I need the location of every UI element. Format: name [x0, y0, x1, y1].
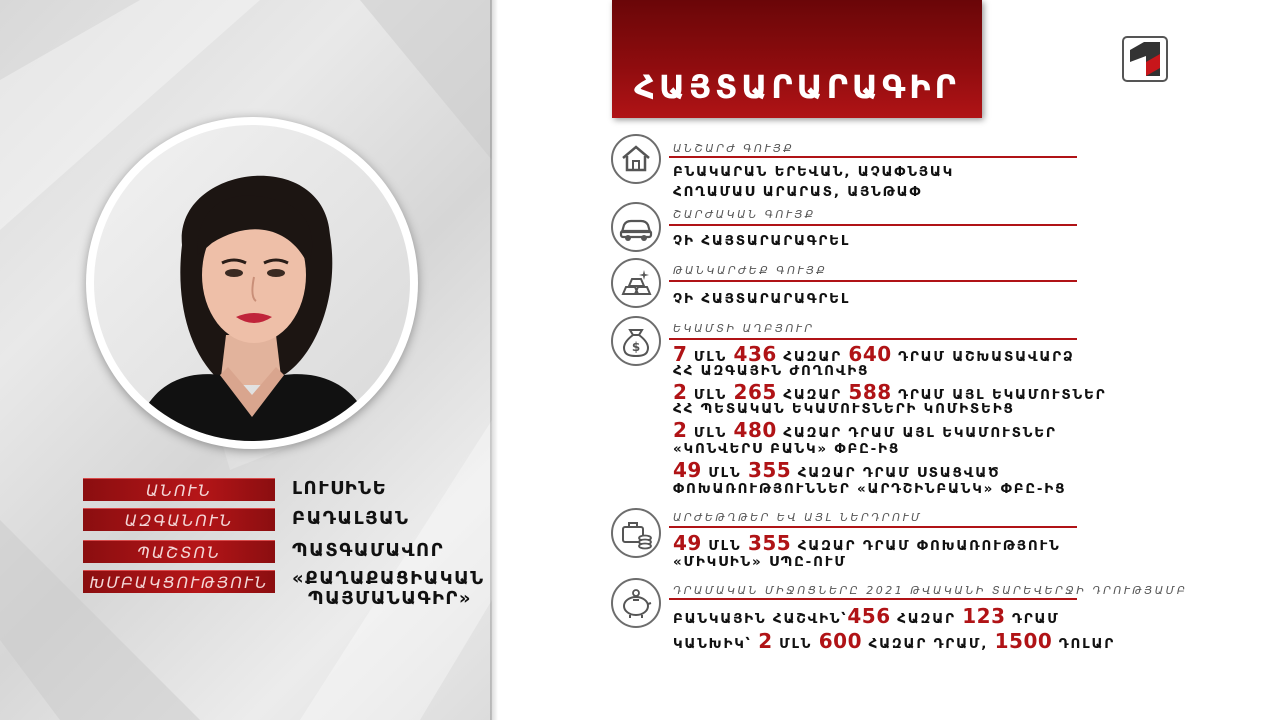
page-title: ՀԱՅՏԱՐԱՐԱԳԻՐ — [634, 68, 960, 106]
declaration-header — [612, 0, 982, 118]
value-last-name: ԲԱԴԱԼՅԱՆ — [292, 508, 410, 529]
section-label-real-estate: ԱՆՇԱՐԺ ԳՈՒՅՔ — [673, 142, 795, 155]
section-divider — [669, 156, 1077, 158]
securities-line1: 49 ՄԼՆ 355 ՀԱԶԱՐ ԴՐԱՄ ՓՈԽԱՌՈՒԹՅՈՒՆ — [673, 531, 1061, 555]
section-label-securities: ԱՐԺԵԹՂԹԵՐ ԵՎ ԱՅԼ ՆԵՐԴՐՈՒՄ — [673, 511, 923, 524]
cash-bank-line: ԲԱՆԿԱՅԻՆ ՀԱՇՎԻՆ՝456 ՀԱԶԱՐ 123 ԴՐԱՄ — [673, 604, 1060, 628]
section-divider — [669, 338, 1077, 340]
car-icon — [611, 202, 661, 252]
value-faction-line1: «ՔԱՂԱՔԱՑԻԱԿԱՆ — [292, 568, 485, 589]
svg-text:$: $ — [631, 340, 641, 354]
income-item-1: 7 ՄԼՆ 436 ՀԱԶԱՐ 640 ԴՐԱՄ ԱՇԽԱՏԱՎԱՐՁ — [673, 342, 1075, 366]
section-label-cash: ԴՐԱՄԱԿԱՆ ՄԻՋՈՑՆԵՐԸ 2021 ԹՎԱԿԱՆԻ ՏԱՐԵՎԵՐՋԻ ԴՐՈՒԹՅԱՄԲ — [673, 584, 1188, 597]
section-divider — [669, 598, 1077, 600]
section-divider — [669, 224, 1077, 226]
section-label-valuables: ԹԱՆԿԱՐԺԵՔ ԳՈՒՅՔ — [673, 264, 828, 277]
portrait-photo — [86, 117, 418, 449]
label-first-name: ԱՆՈՒՆ — [83, 478, 275, 501]
income-item-3: 2 ՄԼՆ 480 ՀԱԶԱՐ ԴՐԱՄ ԱՅԼ ԵԿԱՄՈՒՏՆԵՐ — [673, 418, 1057, 442]
panel-divider — [490, 0, 498, 720]
income-item-4: 49 ՄԼՆ 355 ՀԱԶԱՐ ԴՐԱՄ ՍՏԱՑՎԱԾ — [673, 458, 1001, 482]
value-first-name: ԼՈՒՍԻՆԵ — [292, 478, 388, 499]
section-divider — [669, 526, 1077, 528]
label-position: ՊԱՇՏՈՆ — [83, 540, 275, 563]
movable-line1: ՉԻ ՀԱՅՏԱՐԱՐԱԳՐԵԼ — [673, 233, 851, 249]
real-estate-line2: ՀՈՂԱՄԱՍ ԱՐԱՐԱՏ, ԱՅՆԹԱՓ — [673, 184, 923, 200]
label-last-name: ԱԶԳԱՆՈՒՆ — [83, 508, 275, 531]
value-faction-line2: ՊԱՅՄԱՆԱԳԻՐ» — [308, 588, 473, 609]
section-divider — [669, 280, 1077, 282]
income-item-1-source: ՀՀ ԱԶԳԱՅԻՆ ԺՈՂՈՎԻՑ — [673, 363, 870, 379]
income-item-2: 2 ՄԼՆ 265 ՀԱԶԱՐ 588 ԴՐԱՄ ԱՅԼ ԵԿԱՄՈՒՏՆԵՐ — [673, 380, 1107, 404]
label-faction: ԽՄԲԱԿՑՈՒԹՅՈՒՆ — [83, 570, 275, 593]
income-item-4-source: ՓՈԽԱՌՈՒԹՅՈՒՆՆԵՐ «ԱՐԴՇԻՆԲԱՆԿ» ՓԲԸ-ԻՑ — [673, 481, 1067, 497]
securities-line2: «ՄԻԿՍԻՆ» ՍՊԸ-ՈՒՄ — [673, 554, 847, 570]
cash-hand-line: ԿԱՆԽԻԿ՝ 2 ՄԼՆ 600 ՀԱԶԱՐ ԴՐԱՄ, 1500 ԴՈԼԱՐ — [673, 629, 1116, 653]
house-icon — [611, 134, 661, 184]
briefcase-coins-icon — [611, 508, 661, 558]
income-item-3-source: «ԿՈՆՎԵՐՍ ԲԱՆԿ» ՓԲԸ-ԻՑ — [673, 441, 901, 457]
channel-logo-icon — [1122, 36, 1168, 82]
value-position: ՊԱՏԳԱՄԱՎՈՐ — [292, 540, 445, 561]
money-bag-icon — [611, 316, 661, 366]
section-label-movable: ՇԱՐԺԱԿԱՆ ԳՈՒՅՔ — [673, 208, 816, 221]
section-label-income: ԵԿԱՄՏԻ ԱՂԲՅՈՒՐ — [673, 322, 815, 335]
piggy-bank-icon — [611, 578, 661, 628]
valuables-line1: ՉԻ ՀԱՅՏԱՐԱՐԱԳՐԵԼ — [673, 291, 851, 307]
income-item-2-source: ՀՀ ՊԵՏԱԿԱՆ ԵԿԱՄՈՒՏՆԵՐԻ ԿՈՄԻՏԵԻՑ — [673, 401, 1015, 417]
real-estate-line1: ԲՆԱԿԱՐԱՆ ԵՐԵՎԱՆ, ԱՉԱՓՆՅԱԿ — [673, 164, 955, 180]
gold-bars-icon — [611, 258, 661, 308]
